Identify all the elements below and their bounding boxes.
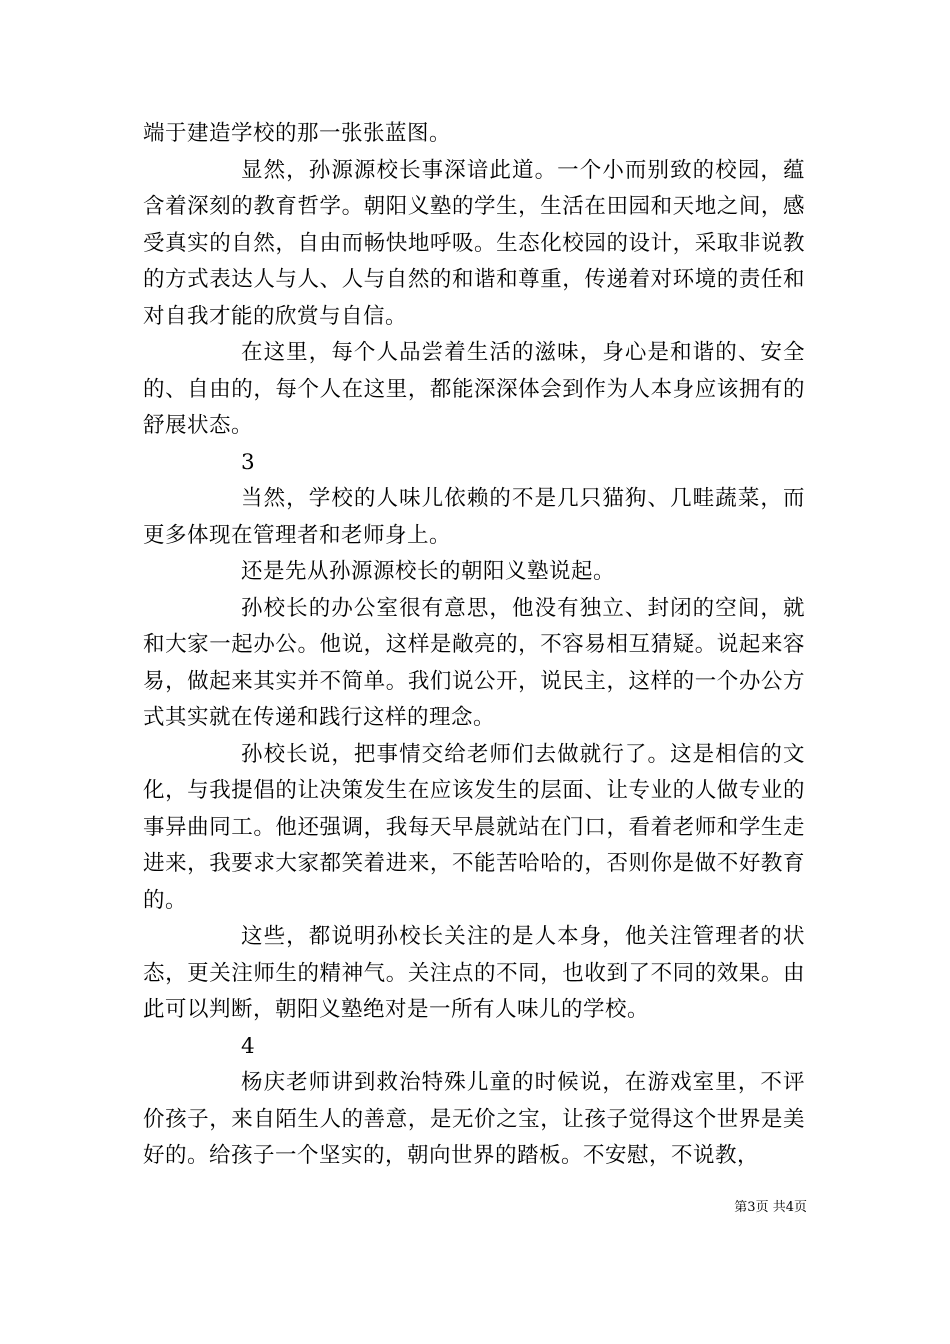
- total-pages-number: 4: [785, 1200, 794, 1215]
- paragraph: 显然，孙源源校长事深谙此道。一个小而别致的校园，蕴含着深刻的教育哲学。朝阳义塾的学生，生活在田园和天地之间，感受真实的自然，自由而畅快地呼吸。生态化校园的设计，采取非说教的方式表达人与人、人与自然的和谐和尊重，传递着对环境的责任和对自我才能的欣赏与自信。: [143, 157, 805, 329]
- page-number-suffix: 页: [793, 1200, 807, 1215]
- paragraph: 杨庆老师讲到救治特殊儿童的时候说，在游戏室里，不评价孩子，来自陌生人的善意，是无价之宝，让孩子觉得这个世界是美好的。给孩子一个坚实的，朝向世界的踏板。不安慰，不说教，: [143, 1070, 805, 1168]
- paragraph: 孙校长说，把事情交给老师们去做就行了。这是相信的文化，与我提倡的让决策发生在应该发生的层面、让专业的人做专业的事异曲同工。他还强调，我每天早晨就站在门口，看着老师和学生走进来，我要求大家都笑着进来，不能苦哈哈的，否则你是做不好教育的。: [143, 741, 805, 913]
- paragraph: 孙校长的办公室很有意思，他没有独立、封闭的空间，就和大家一起办公。他说，这样是敞亮的，不容易相互猜疑。说起来容易，做起来其实并不简单。我们说公开，说民主，这样的一个办公方式其实就在传递和践行这样的理念。: [143, 595, 805, 730]
- current-page-number: 3: [747, 1200, 756, 1215]
- page-number-prefix: 第: [734, 1200, 748, 1215]
- paragraph: 在这里，每个人品尝着生活的滋味，身心是和谐的、安全的、自由的，每个人在这里，都能深深体会到作为人本身应该拥有的舒展状态。: [143, 340, 805, 438]
- paragraph: 端于建造学校的那一张张蓝图。: [143, 121, 452, 146]
- paragraph: 还是先从孙源源校长的朝阳义塾说起。: [241, 559, 616, 584]
- document-body: [143, 116, 805, 1175]
- page-number-middle: 页 共: [755, 1200, 786, 1215]
- paragraph: 这些，都说明孙校长关注的是人本身，他关注管理者的状态，更关注师生的精神气。关注点的不同，也收到了不同的效果。由此可以判断，朝阳义塾绝对是一所有人味儿的学校。: [143, 924, 805, 1022]
- paragraph: 当然，学校的人味儿依赖的不是几只猫狗、几畦蔬菜，而更多体现在管理者和老师身上。: [143, 486, 805, 548]
- paragraph: 4: [241, 1033, 256, 1059]
- page-footer: [734, 1200, 807, 1216]
- paragraph: 3: [241, 449, 256, 475]
